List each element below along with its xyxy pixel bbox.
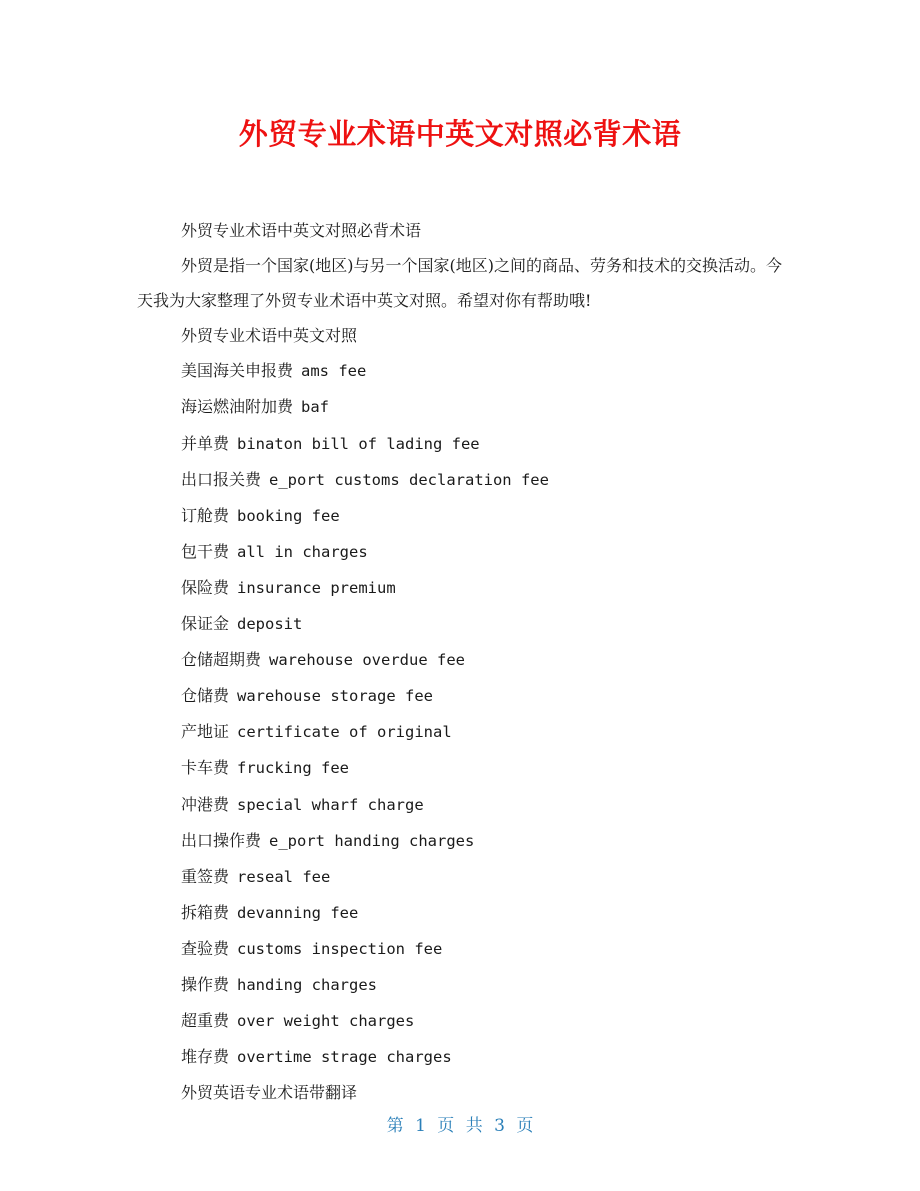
term-row <box>137 895 783 931</box>
term-english: overtime strage charges <box>237 1048 452 1067</box>
term-english: e_port customs declaration fee <box>269 470 549 489</box>
term-chinese: 出口操作费 <box>181 830 262 850</box>
term-english: special wharf charge <box>237 795 424 814</box>
term-english: certificate of original <box>237 723 452 742</box>
term-english: customs inspection fee <box>237 939 443 958</box>
intro-paragraph: 外贸是指一个国家(地区)与另一个国家(地区)之间的商品、劳务和技术的交换活动。今天我为大家整理了外贸专业术语中英文对照。希望对你有帮助哦! <box>137 256 782 311</box>
term-row <box>137 606 783 642</box>
term-row <box>137 714 783 750</box>
term-row <box>137 1003 783 1039</box>
term-chinese: 超重费 <box>181 1011 230 1031</box>
term-row <box>137 642 783 678</box>
term-english: all in charges <box>237 542 368 561</box>
term-row <box>137 750 783 786</box>
term-chinese: 冲港费 <box>181 794 230 814</box>
term-english: baf <box>301 398 330 417</box>
term-row <box>137 967 783 1003</box>
term-chinese: 仓储费 <box>181 686 230 706</box>
term-chinese: 拆箱费 <box>181 902 230 922</box>
term-row <box>137 570 783 606</box>
term-chinese: 仓储超期费 <box>181 650 262 670</box>
intro-heading: 外贸专业术语中英文对照必背术语 <box>181 221 422 240</box>
term-row <box>137 859 783 895</box>
term-chinese: 保证金 <box>181 614 230 634</box>
closing-heading: 外贸英语专业术语带翻译 <box>181 1083 358 1103</box>
term-chinese: 保险费 <box>181 577 230 597</box>
term-list <box>137 353 783 1075</box>
term-chinese: 并单费 <box>181 433 230 453</box>
term-english: devanning fee <box>237 903 359 922</box>
term-english: handing charges <box>237 975 377 994</box>
term-english: warehouse overdue fee <box>269 651 465 670</box>
document-title: 外贸专业术语中英文对照必背术语 <box>238 117 682 151</box>
term-english: deposit <box>237 615 303 634</box>
term-row <box>137 498 783 534</box>
term-english: frucking fee <box>237 759 349 778</box>
page-number-footer: 第 1 页 共 3 页 <box>386 1116 534 1136</box>
term-row <box>137 1039 783 1075</box>
term-row <box>137 353 783 389</box>
term-chinese: 美国海关申报费 <box>181 361 294 381</box>
term-row <box>137 389 783 425</box>
term-row <box>137 931 783 967</box>
term-chinese: 出口报关费 <box>181 469 262 489</box>
term-chinese: 订舱费 <box>181 505 230 525</box>
term-chinese: 卡车费 <box>181 758 230 778</box>
term-english: booking fee <box>237 506 340 525</box>
term-english: binaton bill of lading fee <box>237 434 480 453</box>
term-row <box>137 534 783 570</box>
term-chinese: 包干费 <box>181 541 230 561</box>
term-chinese: 堆存费 <box>181 1047 230 1067</box>
term-chinese: 查验费 <box>181 938 230 958</box>
term-row <box>137 462 783 498</box>
term-english: reseal fee <box>237 867 331 886</box>
term-chinese: 重签费 <box>181 866 230 886</box>
term-row <box>137 678 783 714</box>
term-english: warehouse storage fee <box>237 687 433 706</box>
section-heading: 外贸专业术语中英文对照 <box>181 326 358 346</box>
term-chinese: 操作费 <box>181 974 230 994</box>
document-body <box>137 213 783 1110</box>
term-english: insurance premium <box>237 578 396 597</box>
term-chinese: 产地证 <box>181 722 230 742</box>
term-english: e_port handing charges <box>269 831 475 850</box>
term-row <box>137 823 783 859</box>
term-english: ams fee <box>301 362 367 381</box>
term-row <box>137 426 783 462</box>
term-row <box>137 787 783 823</box>
term-english: over weight charges <box>237 1012 415 1031</box>
term-chinese: 海运燃油附加费 <box>181 397 294 417</box>
